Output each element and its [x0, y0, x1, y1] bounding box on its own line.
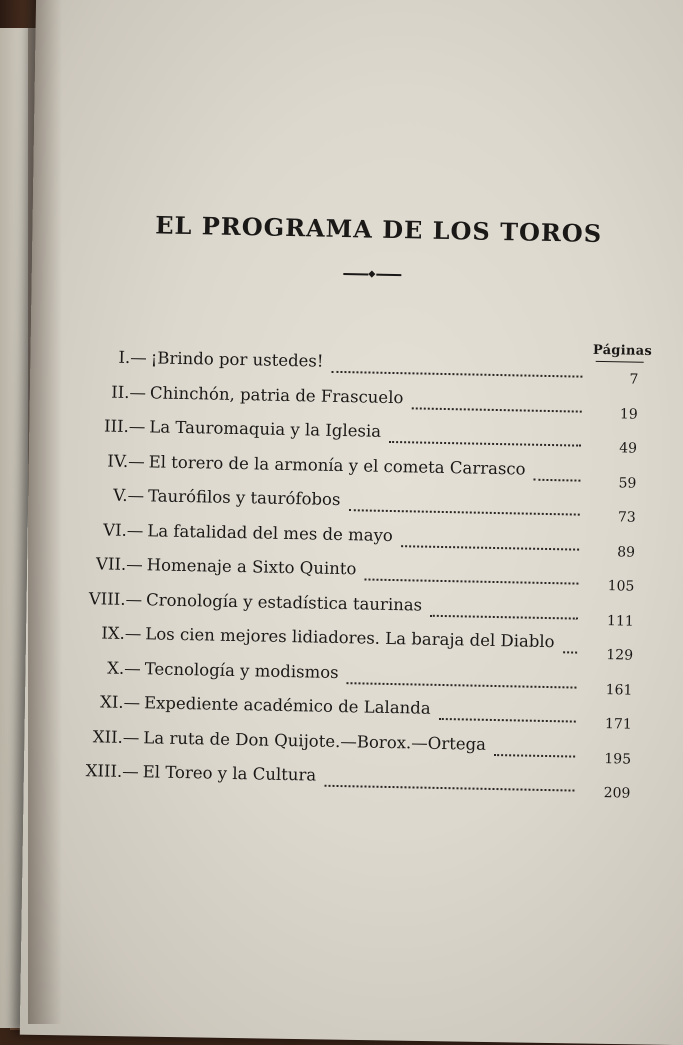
dot-leader [439, 702, 576, 723]
page-number: 49 [619, 440, 638, 457]
dot-leader [332, 355, 583, 378]
dot-leader [563, 635, 578, 653]
dot-leader [349, 493, 581, 515]
page-number: 89 [617, 543, 636, 561]
chapter-title: El Toreo y la Cultura [142, 762, 317, 785]
page-number: 7 [629, 371, 639, 388]
dot-leader [411, 391, 582, 412]
page-title: EL PROGRAMA DE LOS TOROS [154, 210, 603, 248]
chapter-title: Homenaje a Sixto Quinto [146, 555, 357, 579]
page-number: 129 [606, 647, 634, 664]
chapter-title: Tecnología y modismos [144, 658, 339, 682]
chapter-title: Taurófilos y taurófobos [147, 486, 341, 510]
chapter-number: XIII.— [85, 761, 139, 782]
chapter-number: IX.— [101, 623, 142, 644]
dot-leader [401, 529, 579, 550]
dot-leader [389, 425, 581, 447]
chapter-number: VII.— [95, 554, 143, 575]
ornament-diamond-icon [368, 271, 375, 278]
chapter-number: IV.— [107, 451, 145, 471]
chapter-number: V.— [113, 485, 145, 506]
chapter-title: Chinchón, patria de Frascuelo [149, 382, 404, 407]
page-number: 209 [603, 785, 631, 802]
chapter-number: II.— [111, 382, 147, 402]
page-number: 73 [617, 509, 636, 526]
chapter-title: El torero de la armonía y el cometa Carrasco [148, 451, 526, 479]
chapter-title: La fatalidad del mes de mayo [147, 520, 394, 545]
chapter-title: ¡Brindo por ustedes! [150, 348, 324, 371]
page-number: 161 [605, 681, 633, 699]
dot-leader [365, 562, 579, 584]
ornament-rule-left [343, 273, 368, 275]
chapter-title: La ruta de Don Quijote.—Borox.—Ortega [143, 727, 487, 754]
chapter-number: VIII.— [88, 588, 143, 609]
pages-column-header: Páginas [592, 342, 653, 359]
title-ornament [343, 272, 401, 277]
dot-leader [347, 666, 577, 688]
page-number: 105 [607, 578, 635, 595]
chapter-number: III.— [103, 416, 146, 437]
chapter-title: Los cien mejores lidiadores. La baraja del Diablo [145, 624, 555, 652]
page-number: 111 [606, 612, 634, 630]
chapter-title: Cronología y estadística taurinas [145, 589, 423, 615]
chapter-title: Expediente académico de Lalanda [143, 693, 431, 718]
chapter-number: XII.— [92, 726, 140, 747]
dot-leader [430, 598, 578, 619]
chapter-number: X.— [107, 658, 141, 678]
dot-leader [534, 462, 581, 481]
chapter-title: La Tauromaquia y la Iglesia [149, 417, 382, 441]
dot-leader [494, 738, 575, 758]
page-number: 171 [604, 716, 632, 733]
dot-leader [324, 769, 574, 792]
chapter-number: VI.— [103, 519, 144, 540]
ornament-rule-right [376, 274, 401, 276]
page-number: 19 [619, 405, 638, 423]
chapter-number: I.— [118, 347, 147, 368]
page-number: 195 [604, 750, 632, 768]
chapter-number: XI.— [99, 692, 141, 713]
page-number: 59 [618, 474, 637, 492]
table-of-contents [54, 347, 643, 807]
